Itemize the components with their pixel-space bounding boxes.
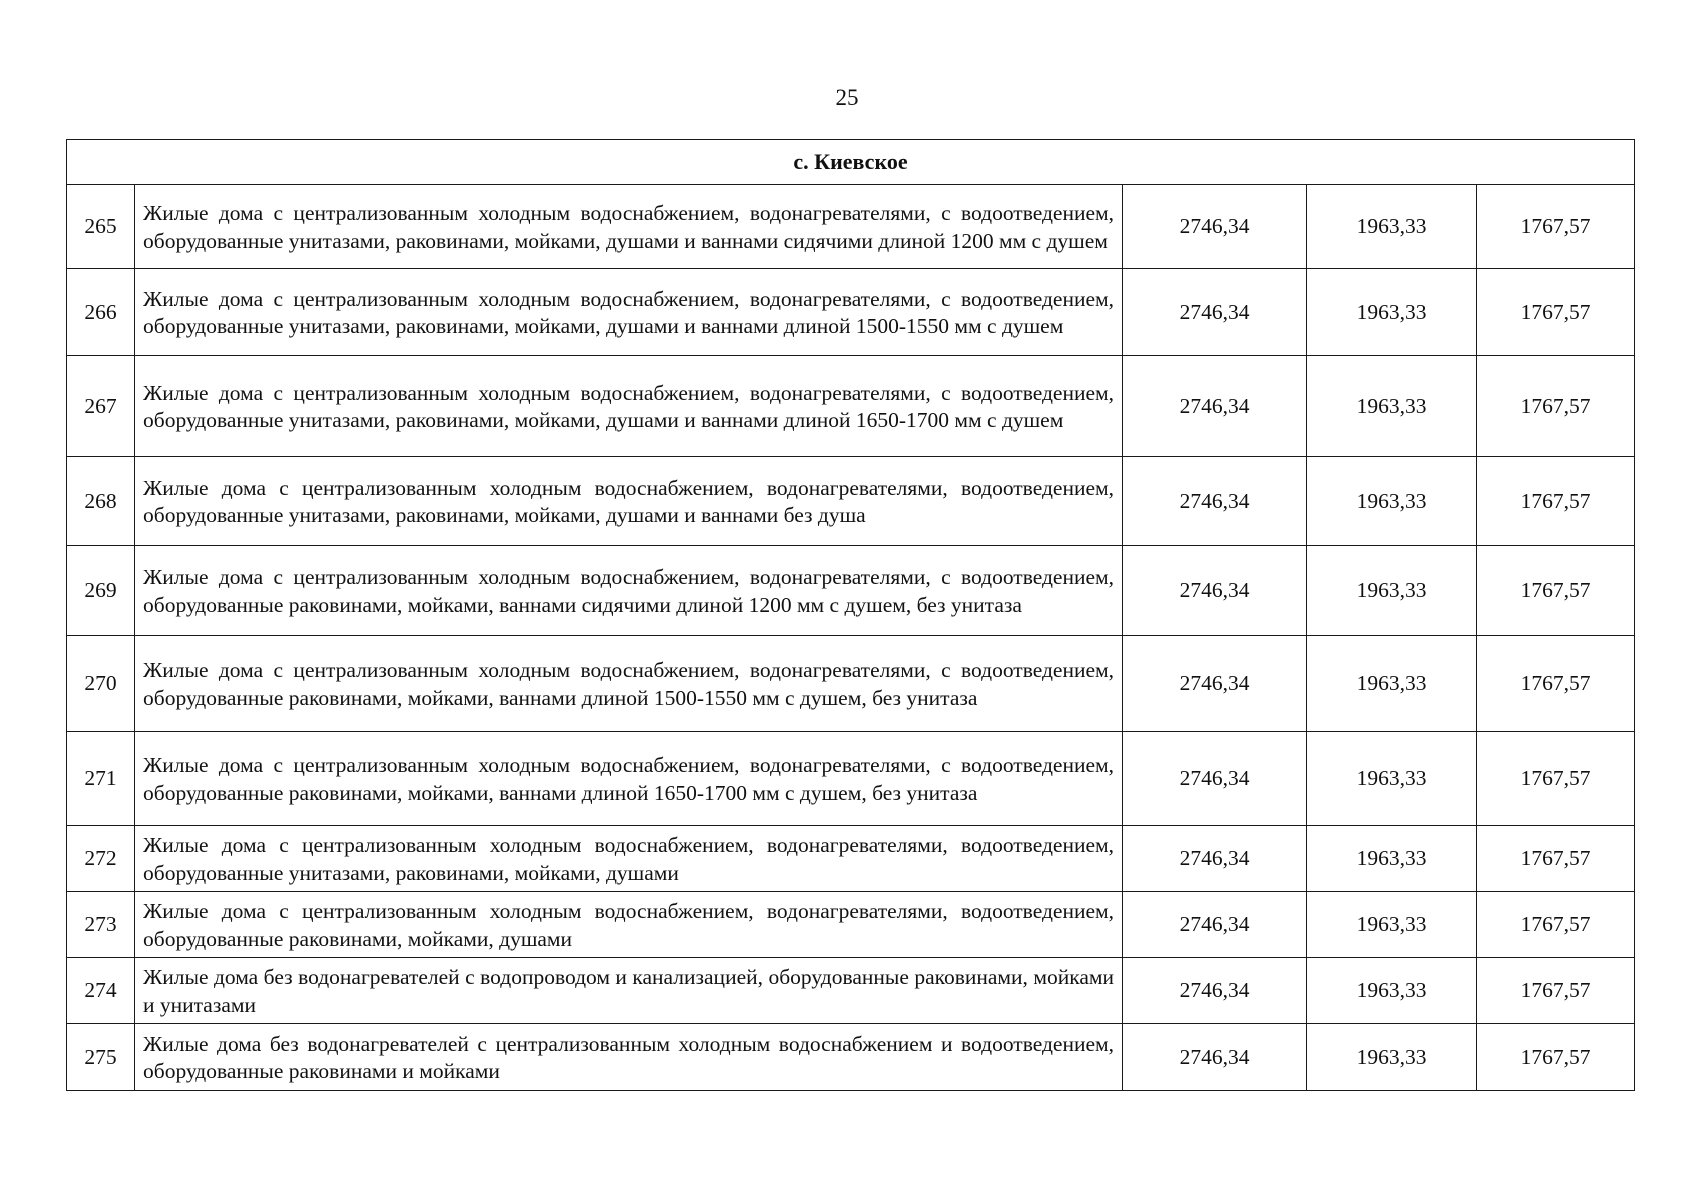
table-row (67, 546, 1635, 636)
row-description: Жилые дома без водонагревателей с водопроводом и канализацией, оборудованные раковинами, мойками и унитазами (135, 958, 1123, 1024)
row-value-3: 1767,57 (1477, 457, 1635, 546)
row-value-1: 2746,34 (1123, 826, 1307, 892)
row-value-1: 2746,34 (1123, 269, 1307, 356)
row-value-1: 2746,34 (1123, 546, 1307, 636)
row-number: 265 (67, 185, 135, 269)
row-value-1: 2746,34 (1123, 185, 1307, 269)
row-value-3: 1767,57 (1477, 546, 1635, 636)
row-value-1: 2746,34 (1123, 457, 1307, 546)
row-value-1: 2746,34 (1123, 1024, 1307, 1091)
row-number: 270 (67, 636, 135, 732)
row-description: Жилые дома с централизованным холодным водоснабжением, водонагревателями, с водоотведением, оборудованные унитазами, раковинами, мойками, душами и ваннами длиной 1650-1700 мм с душем (135, 356, 1123, 457)
table-row (67, 356, 1635, 457)
row-value-2: 1963,33 (1307, 958, 1477, 1024)
row-value-2: 1963,33 (1307, 457, 1477, 546)
row-description: Жилые дома с централизованным холодным водоснабжением, водонагревателями, с водоотведением, оборудованные унитазами, раковинами, мойками, душами и ваннами длиной 1500-1550 мм с душем (135, 269, 1123, 356)
row-value-1: 2746,34 (1123, 892, 1307, 958)
row-value-3: 1767,57 (1477, 636, 1635, 732)
row-description: Жилые дома с централизованным холодным водоснабжением, водонагревателями, с водоотведением, оборудованные раковинами, мойками, ваннами длиной 1500-1550 мм с душем, без унитаза (135, 636, 1123, 732)
page-number: 25 (835, 85, 859, 110)
table-row (67, 732, 1635, 826)
row-number: 266 (67, 269, 135, 356)
row-value-3: 1767,57 (1477, 269, 1635, 356)
table-row (67, 958, 1635, 1024)
row-value-2: 1963,33 (1307, 1024, 1477, 1091)
row-value-1: 2746,34 (1123, 636, 1307, 732)
row-value-3: 1767,57 (1477, 826, 1635, 892)
row-number: 268 (67, 457, 135, 546)
row-number: 271 (67, 732, 135, 826)
row-value-3: 1767,57 (1477, 1024, 1635, 1091)
row-number: 272 (67, 826, 135, 892)
table-row (67, 185, 1635, 269)
row-value-2: 1963,33 (1307, 546, 1477, 636)
table-row (67, 892, 1635, 958)
row-description: Жилые дома с централизованным холодным водоснабжением, водонагревателями, водоотведением, оборудованные унитазами, раковинами, мойками, душами (135, 826, 1123, 892)
table-row (67, 826, 1635, 892)
row-number: 269 (67, 546, 135, 636)
row-value-2: 1963,33 (1307, 185, 1477, 269)
row-value-3: 1767,57 (1477, 185, 1635, 269)
rates-table (66, 139, 1635, 1091)
section-title: с. Киевское (67, 140, 1635, 185)
row-description: Жилые дома с централизованным холодным водоснабжением, водонагревателями, с водоотведением, оборудованные раковинами, мойками, ваннами длиной 1650-1700 мм с душем, без унитаза (135, 732, 1123, 826)
row-value-2: 1963,33 (1307, 826, 1477, 892)
row-number: 274 (67, 958, 135, 1024)
section-header-row (67, 140, 1635, 185)
table-row (67, 269, 1635, 356)
table-row (67, 636, 1635, 732)
row-value-1: 2746,34 (1123, 958, 1307, 1024)
row-description: Жилые дома с централизованным холодным водоснабжением, водонагревателями, водоотведением, оборудованные унитазами, раковинами, мойками, душами и ваннами без душа (135, 457, 1123, 546)
table-row (67, 457, 1635, 546)
row-value-2: 1963,33 (1307, 892, 1477, 958)
row-value-2: 1963,33 (1307, 636, 1477, 732)
row-value-3: 1767,57 (1477, 892, 1635, 958)
row-value-2: 1963,33 (1307, 269, 1477, 356)
row-description: Жилые дома с централизованным холодным водоснабжением, водонагревателями, водоотведением, оборудованные раковинами, мойками, душами (135, 892, 1123, 958)
table-row (67, 1024, 1635, 1091)
row-value-1: 2746,34 (1123, 732, 1307, 826)
row-value-1: 2746,34 (1123, 356, 1307, 457)
row-number: 273 (67, 892, 135, 958)
row-value-2: 1963,33 (1307, 356, 1477, 457)
row-number: 275 (67, 1024, 135, 1091)
row-description: Жилые дома с централизованным холодным водоснабжением, водонагревателями, с водоотведением, оборудованные раковинами, мойками, ваннами сидячими длиной 1200 мм с душем, без унитаза (135, 546, 1123, 636)
row-value-3: 1767,57 (1477, 356, 1635, 457)
row-description: Жилые дома с централизованным холодным водоснабжением, водонагревателями, с водоотведением, оборудованные унитазами, раковинами, мойками, душами и ваннами сидячими длиной 1200 мм с душем (135, 185, 1123, 269)
row-value-3: 1767,57 (1477, 732, 1635, 826)
row-description: Жилые дома без водонагревателей с централизованным холодным водоснабжением и водоотведением, оборудованные раковинами и мойками (135, 1024, 1123, 1091)
row-number: 267 (67, 356, 135, 457)
row-value-3: 1767,57 (1477, 958, 1635, 1024)
row-value-2: 1963,33 (1307, 732, 1477, 826)
